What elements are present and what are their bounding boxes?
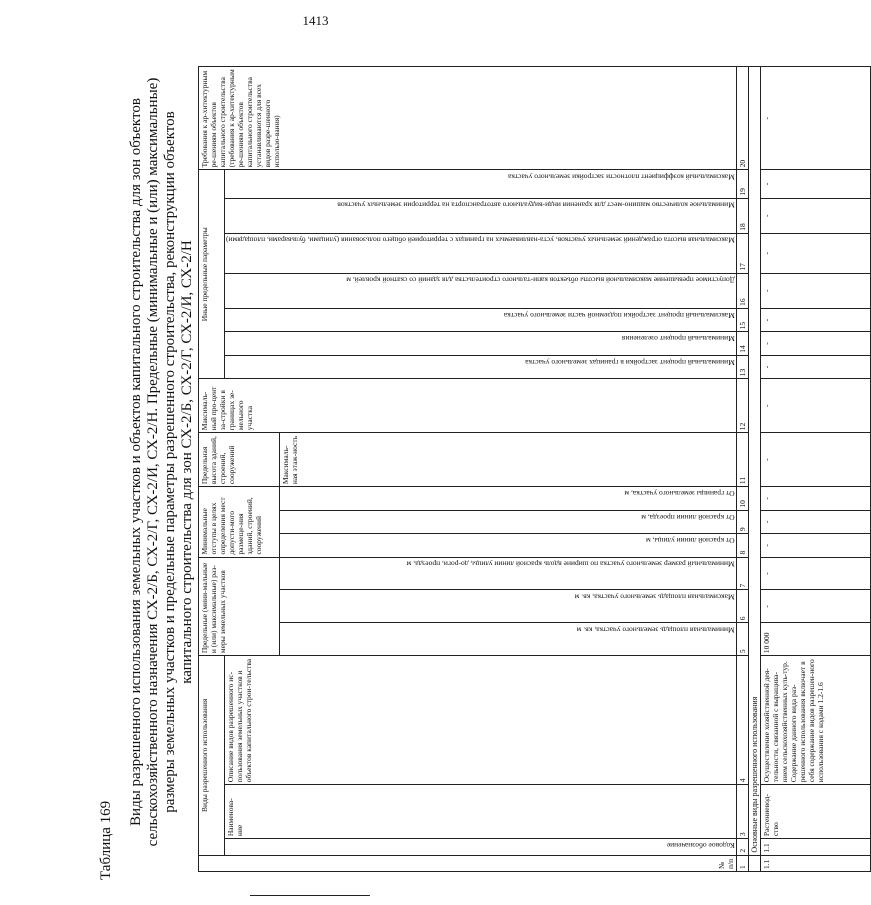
header-max-area: Максимальная площадь земельного участка, кв. м — [280, 590, 737, 623]
col-number: 4 — [736, 656, 748, 785]
row-name: Растениевод-ство — [760, 785, 870, 839]
header-max-coverage: Максималь-ный про-цент за-стройки в границах зе-мельного участка — [199, 379, 737, 433]
header-description: Описание видов разрешенного ис-пользования земельных участков и объектов капитального строи-тельства — [225, 656, 737, 785]
title-line: Виды разрешенного использования земельных участков и объектов капитального строительства для зон объектов — [128, 98, 144, 826]
row-value: - — [760, 273, 870, 308]
col-number: 12 — [736, 379, 748, 433]
row-value: - — [760, 590, 870, 623]
row-value: - — [760, 332, 870, 355]
header-from-border: От границы земельного участка, м — [280, 487, 737, 510]
rotated-page-content — [98, 50, 825, 880]
header-c16: Допустимое превышение максимальной высоты объектов капи-тального строительства для зданий со скатной кровлей, м — [225, 273, 737, 308]
header-c15: Максимальный процент застройки подземной части земельного участка — [225, 308, 737, 331]
col-number: 19 — [736, 170, 748, 198]
col-number: 9 — [736, 510, 748, 533]
row-value: - — [760, 198, 870, 233]
footer-divider — [250, 895, 370, 896]
col-number: 13 — [736, 355, 748, 378]
header-c19: Максимальный коэффициент плотности застройки земельного участка — [225, 170, 737, 198]
header-min-width: Минимальный размер земельного участка по ширине вдоль красной линии улицы, до-роги, проезда, м — [280, 557, 737, 590]
header-from-street: От красной линии улицы, м — [280, 534, 737, 557]
col-number: 20 — [736, 67, 748, 170]
header-num: № п/п — [199, 855, 737, 871]
page-number: 1413 — [302, 13, 329, 28]
header-plot-sizes: Предельные (мини-мальные и (или) максимальные) раз-меры земельных участков — [199, 557, 280, 656]
col-number: 6 — [736, 590, 748, 623]
header-max-floors: Максималь-ная этаж-ность — [280, 433, 737, 487]
header-c13: Минимальный процент застройки в границах земельного участка — [225, 355, 737, 378]
row-value: - — [760, 355, 870, 378]
row-description: Осуществление хозяйственной дея-тельности, связанной с выращива-нием сельскохозяйственных куль-тур. Содержание данного вида раз-решенного использования включает в себя содержание видов разрешен-ного использования с кодами 1.2-1.6 — [760, 656, 870, 785]
column-numbers-row — [736, 67, 748, 872]
row-value: - — [760, 487, 870, 510]
table-title — [128, 62, 196, 862]
row-value: - — [760, 433, 870, 487]
row-min-area: 10 000 — [760, 623, 870, 656]
col-number: 14 — [736, 332, 748, 355]
header-min-area: Минимальная площадь земельного участка, кв. м — [280, 623, 737, 656]
row-value: - — [760, 308, 870, 331]
col-number: 18 — [736, 198, 748, 233]
title-line: размеры земельных участков и предельные параметры разрешенного строительства, реконструкции объектов — [162, 111, 178, 813]
row-code: 1.1 — [760, 839, 870, 855]
header-height: Предельная высота зданий, строений, сооружений — [199, 433, 280, 487]
row-value: - — [760, 557, 870, 590]
col-number: 15 — [736, 308, 748, 331]
header-name: Наименова-ние — [225, 785, 737, 839]
header-c18: Минимальное количество машино-мест для хранения инди-видуального автотранспорта на территории земельных участков — [225, 198, 737, 233]
col-number: 5 — [736, 623, 748, 656]
row-value: - — [760, 170, 870, 198]
title-line: сельскохозяйственного назначения СХ-2/Б, СХ-2/Г, СХ-2/И, СХ-2/Н. Предельные (минимальные и (или) максимальные) — [145, 77, 161, 847]
row-value: - — [760, 379, 870, 433]
header-c14: Минимальный процент озеленения — [225, 332, 737, 355]
header-architecture: Требования к ар-хитектурным ре-шениям объектов капитального строительства (требования к ар-хитектурным ре-шениям объектов капитального строительства устанавливаются для всех видов разре-шенного использо-вания) — [199, 67, 737, 170]
row-value: - — [760, 233, 870, 273]
col-number: 10 — [736, 487, 748, 510]
table-row — [760, 67, 870, 872]
header-from-passage: От красной линии проезда, м — [280, 510, 737, 533]
col-number: 7 — [736, 557, 748, 590]
table-label: Таблица 169 — [98, 800, 114, 880]
header-other: Иные предельные параметры — [199, 170, 225, 379]
row-value: - — [760, 510, 870, 533]
header-setbacks: Минимальные отступы в целях определения мест допусти-мого размеще-ния зданий, строений, сооружений — [199, 487, 280, 557]
row-num: 1.1 — [760, 855, 870, 871]
header-code: Кодовое обозначение — [225, 839, 737, 855]
col-number: 2 — [736, 839, 748, 855]
col-number: 1 — [736, 855, 748, 871]
row-value: - — [760, 534, 870, 557]
col-number: 3 — [736, 785, 748, 839]
title-line: капитального строительства для зон СХ-2/Б, СХ-2/Г, СХ-2/И, СХ-2/Н — [179, 240, 195, 684]
row-value: - — [760, 67, 870, 170]
header-uses: Виды разрешенного использования — [199, 656, 225, 855]
col-number: 17 — [736, 233, 748, 273]
regulations-table — [198, 66, 871, 872]
col-number: 8 — [736, 534, 748, 557]
col-number: 16 — [736, 273, 748, 308]
section-num-cell — [748, 855, 760, 871]
section-label: Основные виды разрешенного использования — [748, 67, 760, 856]
header-c17: Максимальная высота ограждений земельных участков, уста-навливаемых на границах с территорией общего пользования (улицами, бульварами, площадями) — [225, 233, 737, 273]
col-number: 11 — [736, 433, 748, 487]
